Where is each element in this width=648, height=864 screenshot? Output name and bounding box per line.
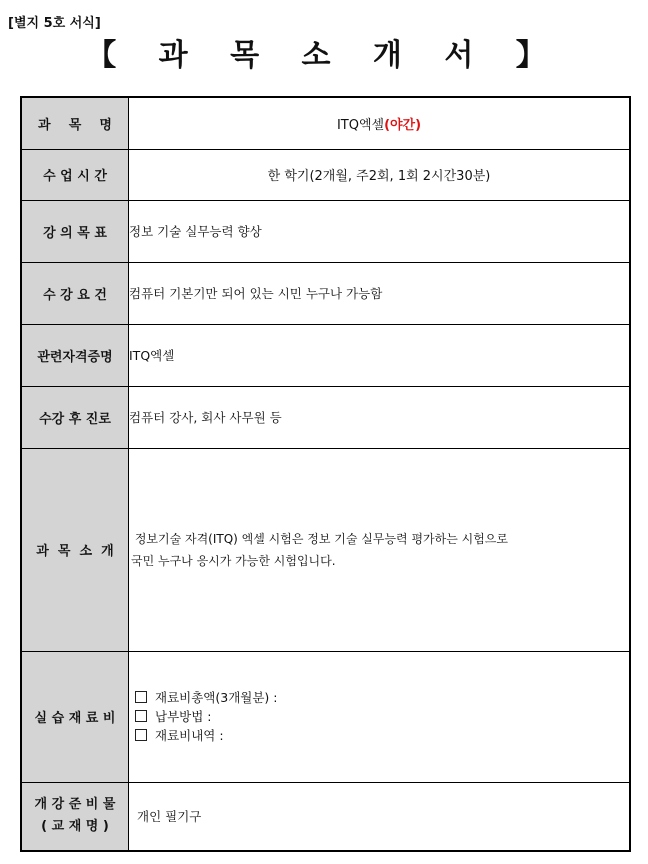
value-objective: 정보 기술 실무능력 향상 <box>129 200 631 262</box>
checklist-item <box>129 726 629 745</box>
row-career <box>21 386 630 448</box>
row-introduction <box>21 448 630 651</box>
label-career: 수강 후 진로 <box>21 386 129 448</box>
value-requirements: 컴퓨터 기본기만 되어 있는 시민 누구나 가능함 <box>129 262 631 324</box>
form-number: [별지 5호 서식] <box>8 16 101 31</box>
value-course-name <box>129 97 631 149</box>
checklist-item-label: 납부방법 : <box>155 709 212 724</box>
introduction-line-2: 국민 누구나 응시가 가능한 시험입니다. <box>131 553 336 568</box>
course-introduction-form <box>20 96 631 852</box>
label-supplies <box>21 782 129 851</box>
value-career: 컴퓨터 강사, 회사 사무원 등 <box>129 386 631 448</box>
row-materials <box>21 651 630 782</box>
document-title: 【 과 목 소 개 서 】 <box>86 38 562 73</box>
label-certificate: 관련자격증명 <box>21 324 129 386</box>
course-name-highlight: (야간) <box>384 117 422 133</box>
introduction-line-1: 정보기술 자격(ITQ) 엑셀 시험은 정보 기술 실무능력 평가하는 시험으로 <box>131 531 508 546</box>
row-course-name <box>21 97 630 149</box>
label-requirements: 수 강 요 건 <box>21 262 129 324</box>
row-class-time <box>21 149 630 200</box>
row-objective <box>21 200 630 262</box>
value-class-time: 한 학기(2개월, 주2회, 1회 2시간30분) <box>129 149 631 200</box>
checkbox[interactable] <box>135 691 147 703</box>
course-name-text: ITQ엑셀 <box>336 117 385 133</box>
checkbox[interactable] <box>135 729 147 741</box>
value-introduction <box>129 448 631 651</box>
label-objective: 강 의 목 표 <box>21 200 129 262</box>
value-certificate: ITQ엑셀 <box>129 324 631 386</box>
row-requirements <box>21 262 630 324</box>
row-supplies <box>21 782 630 851</box>
label-class-time: 수 업 시 간 <box>21 149 129 200</box>
value-materials <box>129 651 631 782</box>
label-course-name: 과 목 명 <box>21 97 129 149</box>
label-introduction: 과 목 소 개 <box>21 448 129 651</box>
row-certificate <box>21 324 630 386</box>
label-supplies-line-2: ( 교 재 명 ) <box>41 819 109 835</box>
value-supplies: 개인 필기구 <box>129 782 631 851</box>
checklist-item-label: 재료비내역 : <box>155 728 224 743</box>
checklist-item <box>129 707 629 726</box>
checkbox[interactable] <box>135 710 147 722</box>
checklist-item-label: 재료비총액(3개월분) : <box>155 690 278 705</box>
label-materials: 실 습 재 료 비 <box>21 651 129 782</box>
checklist-item <box>129 688 629 707</box>
label-supplies-line-1: 개 강 준 비 물 <box>34 797 116 813</box>
